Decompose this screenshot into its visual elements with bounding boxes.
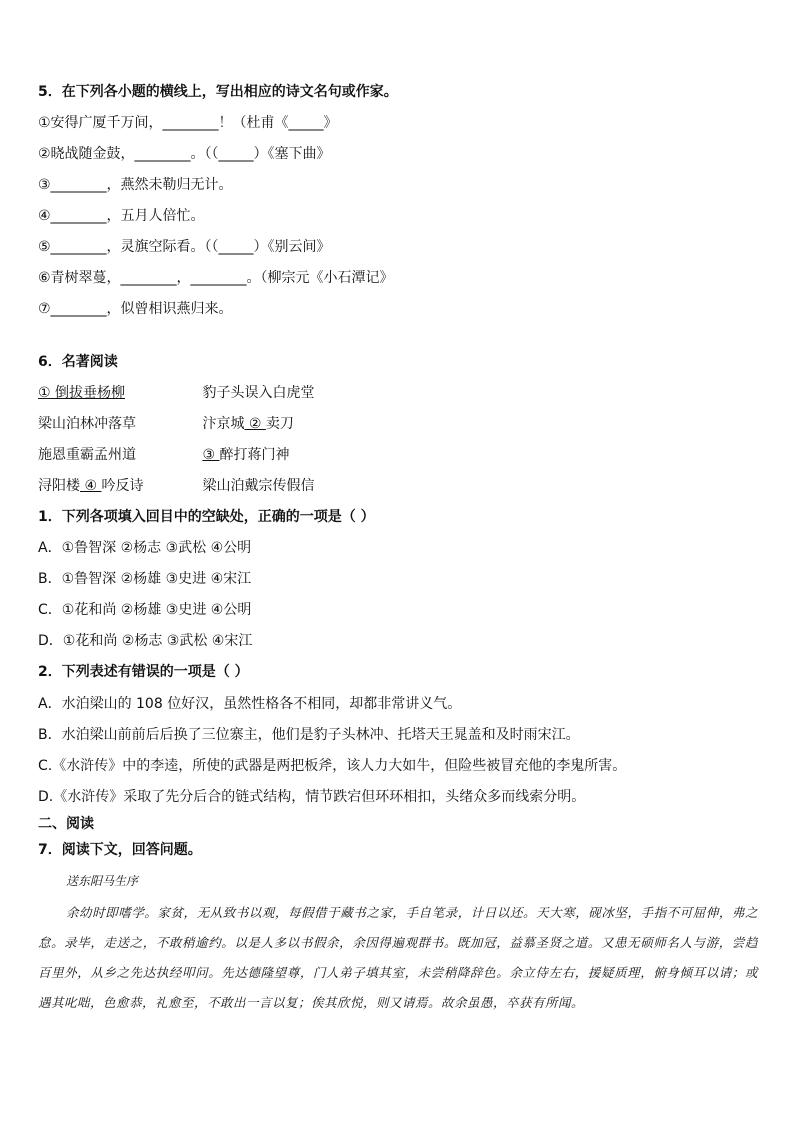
q6-sub2-option-a: A．水泊梁山的 108 位好汉，虽然性格各不相同，却都非常讲义气。: [38, 696, 462, 712]
q6-sub2-question: 2．下列表述有错误的一项是（ ）: [38, 664, 249, 680]
section-heading: 二、阅读: [38, 816, 94, 832]
chapter-row-2: 梁山泊林冲落草 汴京城 ② 卖刀: [38, 416, 294, 432]
q6-sub2-option-c: C.《水浒传》中的李逵，所使的武器是两把板斧，该人力大如牛，但险些被冒充他的李鬼所害。: [38, 758, 627, 774]
q6-sub1-option-d: D．①花和尚 ②杨志 ③武松 ④宋江: [38, 633, 253, 649]
q6-sub1-option-b: B．①鲁智深 ②杨雄 ③史进 ④宋江: [38, 571, 252, 587]
q6-sub1-option-a: A．①鲁智深 ②杨志 ③武松 ④公明: [38, 540, 252, 556]
q5-item-5: ⑤________，灵旗空际看。（（_____）《别云间》: [38, 239, 331, 255]
q5-item-2: ②晓战随金鼓，________。（（_____）《塞下曲》: [38, 146, 331, 162]
q6-sub1-question: 1．下列各项填入回目中的空缺处，正确的一项是（ ）: [38, 509, 375, 525]
essay-title: 送东阳马生序: [66, 874, 139, 888]
q5-item-7: ⑦________，似曾相识燕归来。: [38, 301, 233, 317]
q5-item-3: ③________，燕然未勒归无计。: [38, 177, 233, 193]
q5-item-1: ①安得广厦千万间，________！（杜甫《_____》: [38, 115, 338, 131]
q5-item-6: ⑥青树翠蔓，________，________。（柳宗元《小石潭记》: [38, 270, 394, 286]
q6-sub2-option-b: B．水泊梁山前前后后换了三位寨主，他们是豹子头林冲、托塔天王晁盖和及时雨宋江。: [38, 727, 580, 743]
q6-sub1-option-c: C．①花和尚 ②杨雄 ③史进 ④公明: [38, 602, 252, 618]
chapter-row-3: 施恩重霸孟州道 ③ 醉打蒋门神: [38, 447, 290, 463]
q5-item-4: ④________，五月人倍忙。: [38, 208, 205, 224]
q6-title: 6．名著阅读: [38, 354, 118, 370]
q6-sub2-option-d: D.《水浒传》采取了先分后合的链式结构，情节跌宕但环环相扣，头绪众多而线索分明。: [38, 789, 586, 805]
essay-text: 余幼时即嗜学。家贫，无从致书以观，每假借于藏书之家，手自笔录，计日以还。天大寒，砚冰坚，手指不可屈伸，弗之怠。录毕，走送之，不敢稍逾约。以是人多以书假余，余因得遍观群书。既加冠，益慕圣贤之道。又患无硕师名人与游，尝趋百里外，从乡之先达执经叩问。先达德隆望尊，门人弟子填其室，未尝稍降辞色。余立侍左右，援疑质理，俯身倾耳以请；或遇其叱咄，色愈恭，礼愈至，不敢出一言以复；俟其欣悦，则又请焉。故余虽愚，卒获有所闻。: [38, 905, 758, 1010]
chapter-row-1: ① 倒拔垂杨柳 豹子头误入白虎堂: [38, 385, 315, 401]
q7-title: 7．阅读下文，回答问题。: [38, 842, 202, 858]
chapter-row-4: 浔阳楼 ④ 吟反诗 梁山泊戴宗传假信: [38, 478, 315, 494]
q5-title: 5．在下列各小题的横线上，写出相应的诗文名句或作家。: [38, 84, 398, 100]
